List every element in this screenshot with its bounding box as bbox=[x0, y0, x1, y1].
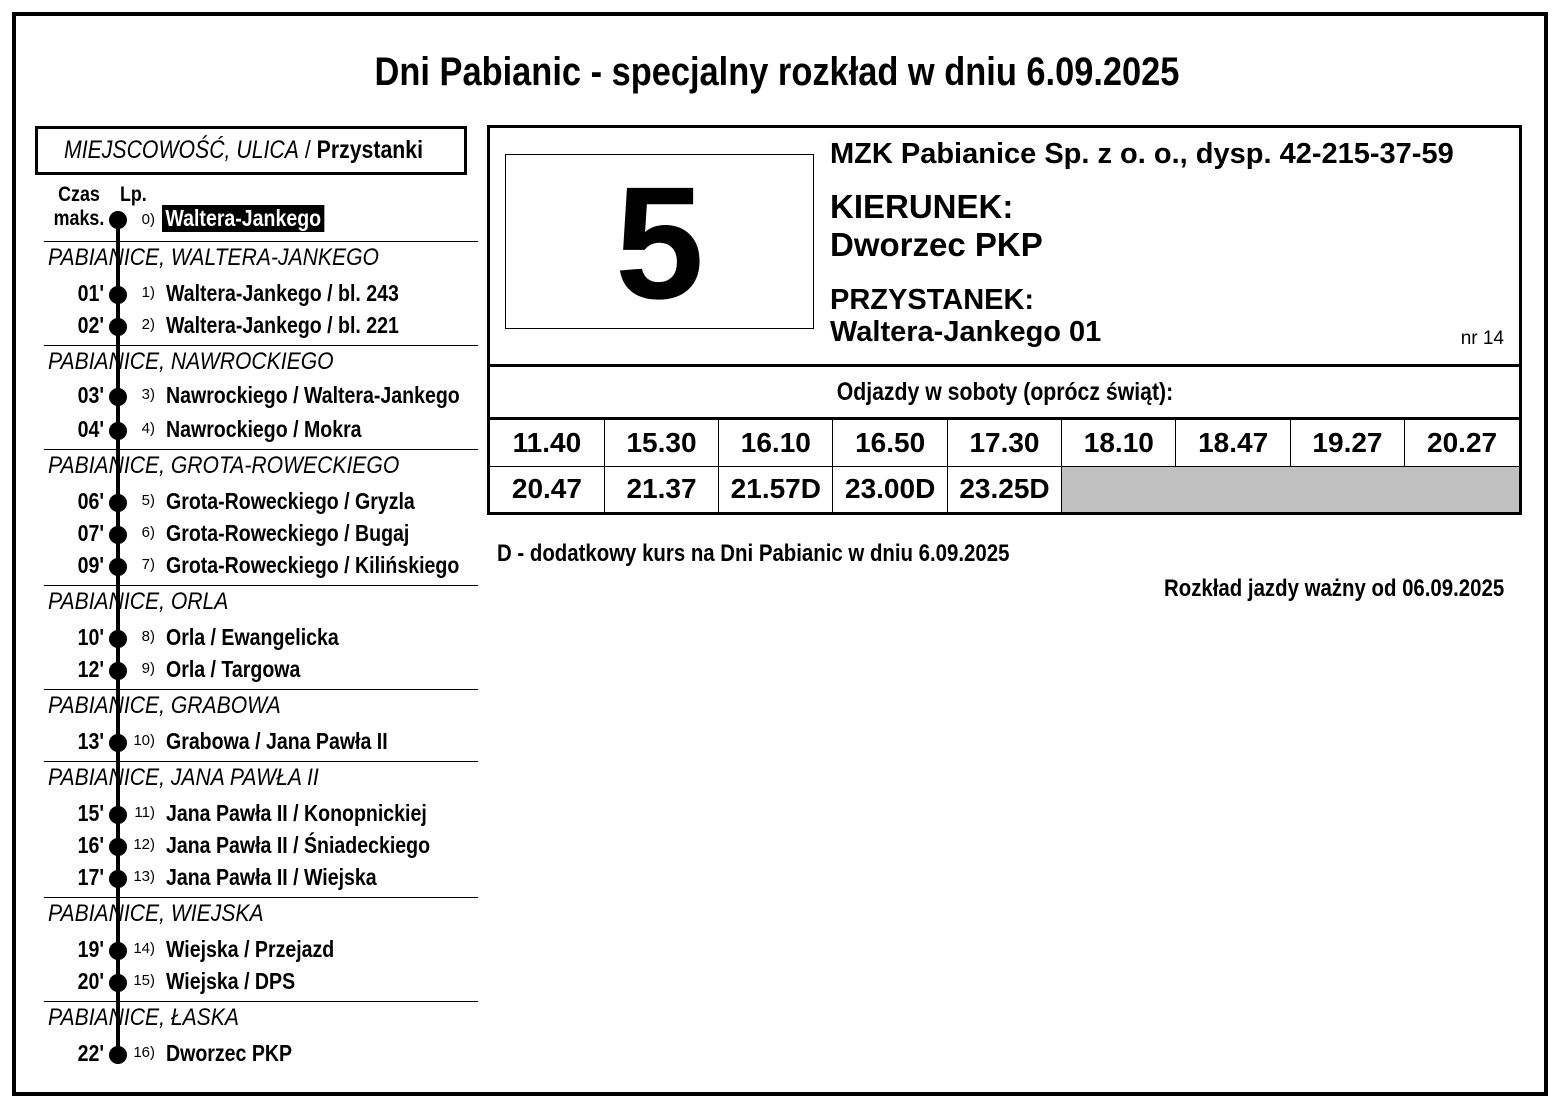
stop-dot bbox=[109, 838, 127, 856]
stop-dot bbox=[109, 942, 127, 960]
district-separator bbox=[44, 897, 478, 898]
departures-header-text: Odjazdy w soboty (oprócz świąt): bbox=[836, 378, 1173, 406]
stop-name: Orla / Ewangelicka bbox=[166, 624, 339, 650]
stop-dot bbox=[109, 422, 127, 440]
page-title: Dni Pabianic - specjalny rozkład w dniu 6.09.2025 bbox=[374, 50, 1180, 94]
valid-from-note: Rozkład jazdy ważny od 06.09.2025 bbox=[1163, 575, 1504, 602]
departure-time: 21.37 bbox=[604, 466, 718, 512]
stop-dot bbox=[109, 630, 127, 648]
header-stops: Przystanki bbox=[316, 136, 423, 164]
stop-lp: 8) bbox=[141, 628, 155, 645]
stop-lp: 13) bbox=[133, 868, 155, 885]
stop-name: Jana Pawła II / Konopnickiej bbox=[166, 800, 427, 826]
stop-lp: 15) bbox=[133, 972, 155, 989]
departures-header bbox=[490, 364, 1519, 420]
stop-name: Grota-Roweckiego / Gryzla bbox=[166, 488, 415, 514]
departure-time: 18.47 bbox=[1176, 420, 1290, 466]
header-locality: MIEJSCOWOŚĆ, ULICA bbox=[64, 136, 299, 164]
line-number-box: 5 bbox=[505, 154, 814, 329]
stop-dot bbox=[109, 1046, 127, 1064]
stop-lp: 2) bbox=[141, 316, 155, 333]
stop-dot bbox=[109, 494, 127, 512]
stop-lp: 7) bbox=[141, 556, 155, 573]
stop-label: PRZYSTANEK: bbox=[830, 284, 1035, 316]
departure-time: 23.25D bbox=[947, 466, 1061, 512]
district-separator bbox=[44, 1001, 478, 1002]
stop-time: 16' bbox=[77, 832, 104, 858]
stop-dot bbox=[109, 318, 127, 336]
stop-dot bbox=[109, 734, 127, 752]
direction-label: KIERUNEK: bbox=[830, 188, 1014, 225]
stop-name: Wiejska / Przejazd bbox=[166, 936, 335, 962]
stop-time: 20' bbox=[77, 968, 104, 994]
stop-dot bbox=[109, 388, 127, 406]
stop-name: Waltera-Jankego / bl. 243 bbox=[166, 280, 399, 306]
stop-dot bbox=[109, 870, 127, 888]
legend-note: D - dodatkowy kurs na Dni Pabianic w dniu 6.09.2025 bbox=[497, 540, 1010, 567]
departure-time: 18.10 bbox=[1062, 420, 1176, 466]
stop-time: 22' bbox=[77, 1040, 104, 1066]
stop-lp: 10) bbox=[133, 732, 155, 749]
stop-time: 06' bbox=[77, 488, 104, 514]
district-label: PABIANICE, GRABOWA bbox=[48, 692, 281, 719]
stop-name: Wiejska / DPS bbox=[166, 968, 296, 994]
stop-name: Nawrockiego / Waltera-Jankego bbox=[166, 382, 460, 408]
departure-time: 15.30 bbox=[604, 420, 718, 466]
district-label: PABIANICE, ŁASKA bbox=[48, 1004, 239, 1031]
stop-name: Grota-Roweckiego / Kilińskiego bbox=[166, 552, 460, 578]
stop-name: Nawrockiego / Mokra bbox=[166, 416, 362, 442]
stop-lp: 6) bbox=[141, 524, 155, 541]
stop-dot bbox=[109, 286, 127, 304]
czas-column-label bbox=[53, 183, 106, 231]
district-label: PABIANICE, ORLA bbox=[48, 588, 229, 615]
lp-column-label: Lp. bbox=[120, 183, 147, 206]
stop-lp: 4) bbox=[141, 420, 155, 437]
district-label: PABIANICE, NAWROCKIEGO bbox=[48, 348, 334, 375]
current-stop-name: Waltera-Jankego bbox=[162, 205, 325, 232]
stop-time: 09' bbox=[77, 552, 104, 578]
district-separator bbox=[44, 449, 478, 450]
timetable-panel bbox=[487, 125, 1522, 515]
departure-time: 19.27 bbox=[1290, 420, 1404, 466]
timetable-number: nr 14 bbox=[1460, 328, 1504, 349]
stop-lp: 9) bbox=[141, 660, 155, 677]
departures-row bbox=[490, 466, 1519, 512]
departure-time: 16.10 bbox=[719, 420, 833, 466]
departure-time: 21.57D bbox=[719, 466, 833, 512]
stop-lp: 14) bbox=[133, 940, 155, 957]
stop-lp: 12) bbox=[133, 836, 155, 853]
stop-name: Grabowa / Jana Pawła II bbox=[166, 728, 388, 754]
stop-name: Dworzec PKP bbox=[166, 1040, 293, 1066]
stop-name: Orla / Targowa bbox=[166, 656, 301, 682]
stop-name: Jana Pawła II / Śniadeckiego bbox=[166, 832, 431, 858]
stop-time: 02' bbox=[77, 312, 104, 338]
district-separator bbox=[44, 761, 478, 762]
departure-time: 16.50 bbox=[833, 420, 947, 466]
district-label: PABIANICE, GROTA-ROWECKIEGO bbox=[48, 452, 400, 479]
departures-table bbox=[490, 420, 1519, 512]
district-separator bbox=[44, 345, 478, 346]
district-separator bbox=[44, 689, 478, 690]
stop-dot bbox=[109, 662, 127, 680]
stop-time: 13' bbox=[77, 728, 104, 754]
departure-time: 20.47 bbox=[490, 466, 604, 512]
stop-time: 17' bbox=[77, 864, 104, 890]
district-label: PABIANICE, JANA PAWŁA II bbox=[48, 764, 319, 791]
operator-info: MZK Pabianice Sp. z o. o., dysp. 42-215-37-59 bbox=[830, 138, 1454, 170]
departures-row bbox=[490, 420, 1519, 466]
departure-time: 20.27 bbox=[1405, 420, 1519, 466]
stop-time: 07' bbox=[77, 520, 104, 546]
departure-time: 11.40 bbox=[490, 420, 604, 466]
stop-dot bbox=[109, 526, 127, 544]
stop-lp: 1) bbox=[141, 284, 155, 301]
stop-dot bbox=[109, 974, 127, 992]
district-label: PABIANICE, WALTERA-JANKEGO bbox=[48, 244, 379, 271]
stop-lp: 0) bbox=[141, 211, 155, 228]
district-label: PABIANICE, WIEJSKA bbox=[48, 900, 264, 927]
stop-lp: 11) bbox=[134, 804, 155, 821]
stop-dot bbox=[109, 558, 127, 576]
stop-dot bbox=[109, 211, 127, 229]
czas-label-line1: Czas bbox=[58, 183, 100, 206]
stop-lp: 5) bbox=[141, 492, 155, 509]
stop-time: 01' bbox=[77, 280, 104, 306]
district-separator bbox=[44, 241, 478, 242]
stop-time: 12' bbox=[77, 656, 104, 682]
stop-lp: 16) bbox=[133, 1044, 155, 1061]
stop-time: 19' bbox=[77, 936, 104, 962]
stop-time: 04' bbox=[77, 416, 104, 442]
stop-name: Grota-Roweckiego / Bugaj bbox=[166, 520, 410, 546]
stop-time: 15' bbox=[77, 800, 104, 826]
district-separator bbox=[44, 585, 478, 586]
direction-value: Dworzec PKP bbox=[830, 226, 1043, 263]
departure-time: 23.00D bbox=[833, 466, 947, 512]
departure-time: 17.30 bbox=[947, 420, 1061, 466]
stop-dot bbox=[109, 806, 127, 824]
stop-time: 03' bbox=[77, 382, 104, 408]
stop-time: 10' bbox=[77, 624, 104, 650]
stop-list-header bbox=[35, 126, 467, 175]
stop-lp: 3) bbox=[141, 386, 155, 403]
stop-name: Waltera-Jankego / bl. 221 bbox=[166, 312, 399, 338]
czas-label-line2: maks. bbox=[53, 207, 105, 230]
header-separator: / bbox=[298, 136, 317, 164]
empty-cells bbox=[1062, 466, 1519, 512]
stop-name: Jana Pawła II / Wiejska bbox=[166, 864, 377, 890]
stop-value: Waltera-Jankego 01 bbox=[830, 316, 1102, 348]
